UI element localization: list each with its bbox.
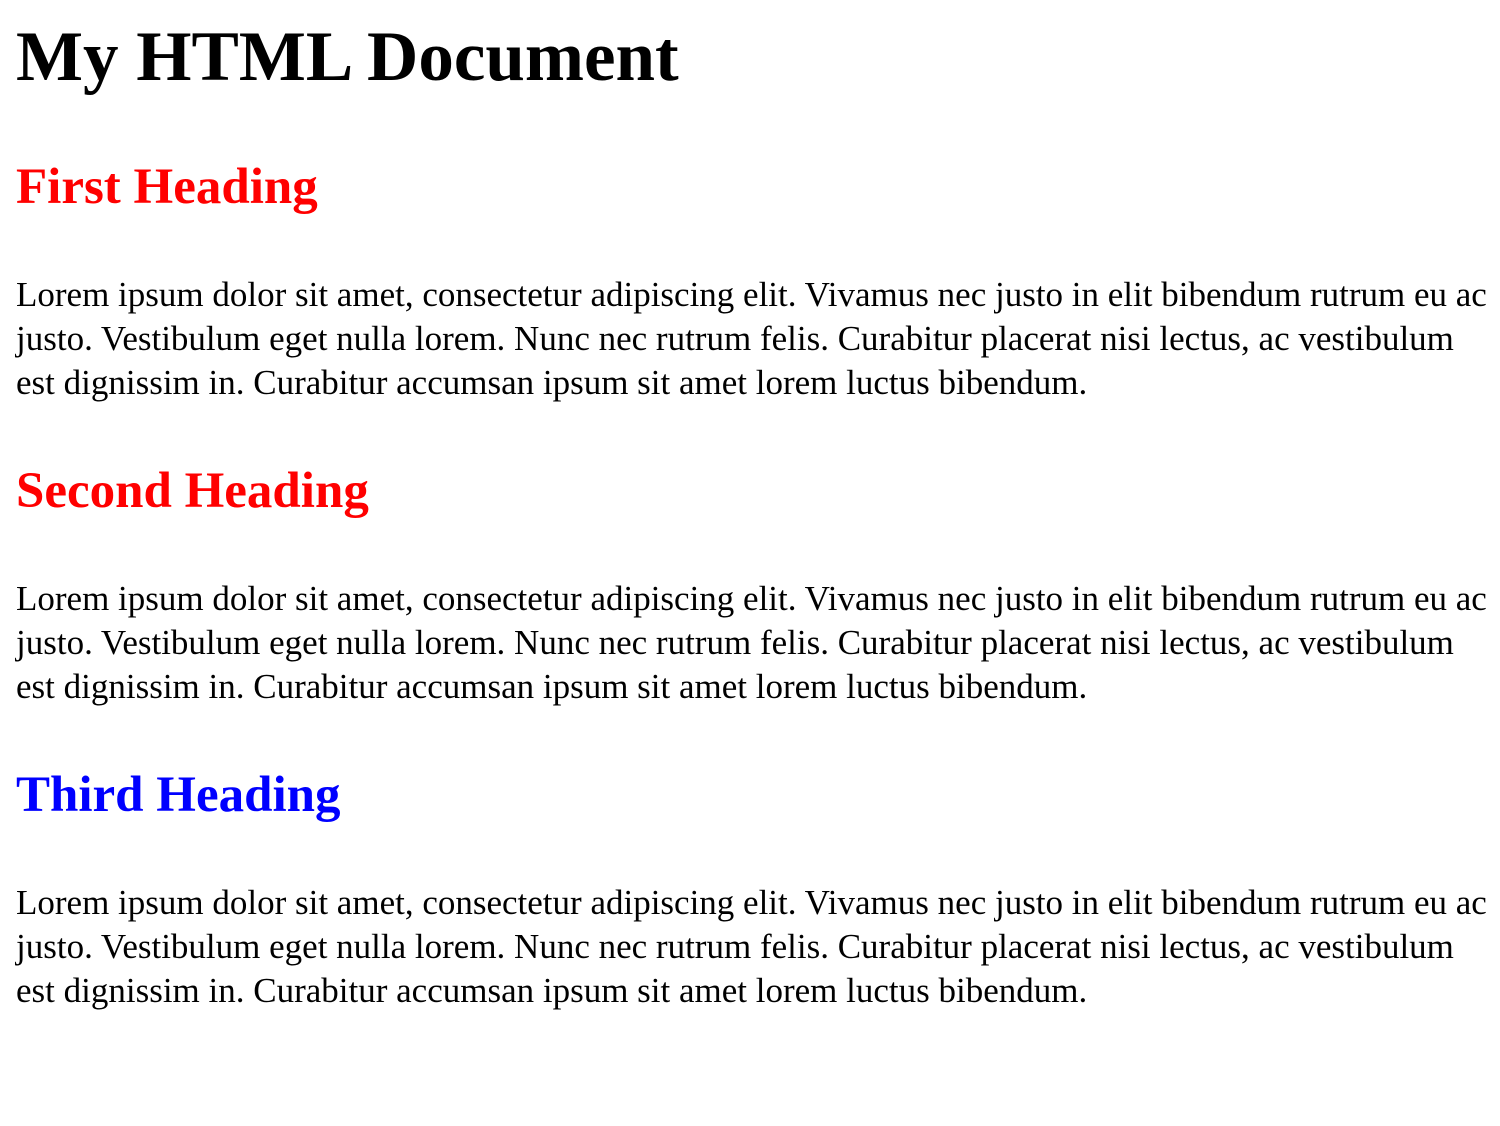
section-paragraph-first: Lorem ipsum dolor sit amet, consectetur adipiscing elit. Vivamus nec justo in elit bibendum rutrum eu ac justo. Vestibulum eget nulla lorem. Nunc nec rutrum felis. Curabitur placerat nisi lectus, ac vestibulum est dignissim in. Curabitur accumsan ipsum sit amet lorem luctus bibendum. — [16, 275, 1487, 402]
page-title: My HTML Document — [16, 18, 679, 96]
section-paragraph-second: Lorem ipsum dolor sit amet, consectetur adipiscing elit. Vivamus nec justo in elit bibendum rutrum eu ac justo. Vestibulum eget nulla lorem. Nunc nec rutrum felis. Curabitur placerat nisi lectus, ac vestibulum est dignissim in. Curabitur accumsan ipsum sit amet lorem luctus bibendum. — [16, 579, 1487, 706]
section-second — [16, 460, 1488, 709]
section-first — [16, 156, 1488, 405]
section-paragraph-third: Lorem ipsum dolor sit amet, consectetur adipiscing elit. Vivamus nec justo in elit bibendum rutrum eu ac justo. Vestibulum eget nulla lorem. Nunc nec rutrum felis. Curabitur placerat nisi lectus, ac vestibulum est dignissim in. Curabitur accumsan ipsum sit amet lorem luctus bibendum. — [16, 883, 1487, 1010]
section-heading-second: Second Heading — [16, 463, 369, 519]
section-heading-third: Third Heading — [16, 767, 341, 823]
section-heading-first: First Heading — [16, 159, 318, 215]
section-third — [16, 764, 1488, 1013]
